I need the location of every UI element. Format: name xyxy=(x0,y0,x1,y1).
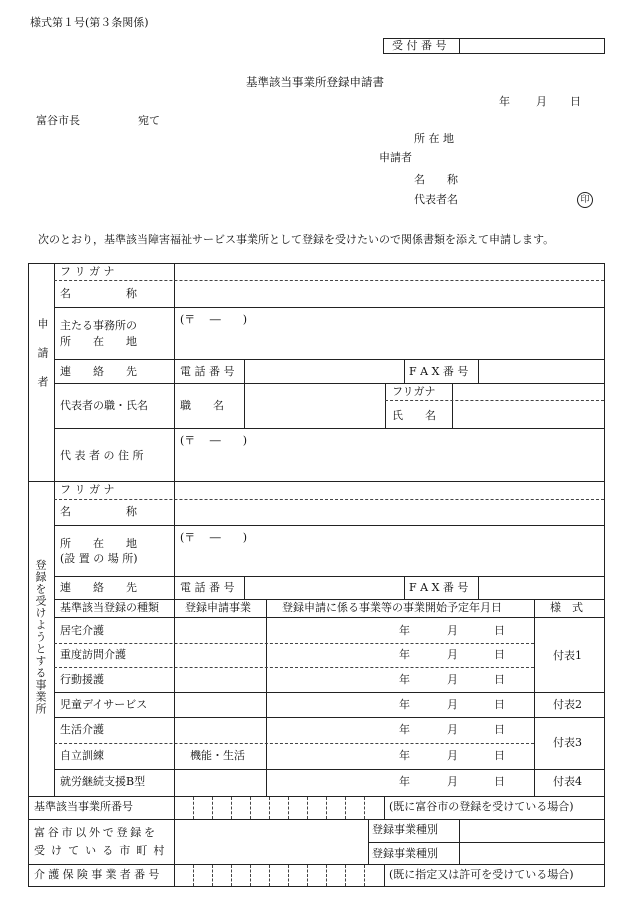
applicant-fax-field[interactable] xyxy=(482,364,600,380)
representative-postal-code[interactable]: (〒 ― ) xyxy=(180,434,248,447)
applicant-section-label: 申請者 xyxy=(36,318,49,405)
start-year: 年 xyxy=(399,775,410,788)
start-month: 月 xyxy=(447,673,458,686)
receipt-number-field[interactable] xyxy=(462,40,602,52)
attachment-form-3: 付表3 xyxy=(553,736,582,749)
start-year: 年 xyxy=(399,624,410,637)
start-year: 年 xyxy=(399,648,410,661)
office-postal-code[interactable]: (〒 ― ) xyxy=(180,313,248,326)
start-month: 月 xyxy=(447,749,458,762)
start-month: 月 xyxy=(447,648,458,661)
service-type-label: 自立訓練 xyxy=(60,749,104,762)
date-month: 月 xyxy=(536,95,547,108)
office-address-label-1: 主たる事務所の xyxy=(60,319,137,332)
representative-furigana-field[interactable] xyxy=(456,386,600,398)
facility-phone-label: 電 話 番 号 xyxy=(180,581,235,594)
col-header-start-date: 登録申請に係る事業等の事業開始予定年月日 xyxy=(282,601,502,614)
facility-phone-field[interactable] xyxy=(248,580,400,596)
facility-section-label: 登録を受けようとする事業所 xyxy=(34,559,47,715)
applicant-name-field[interactable] xyxy=(178,286,598,302)
representative-label: 代表者名 xyxy=(414,193,458,206)
other-municipality-label-1: 富谷市以外で登録を xyxy=(34,826,158,839)
office-number-note: (既に富谷市の登録を受けている場合) xyxy=(389,800,574,813)
col-header-form: 様 式 xyxy=(550,601,583,614)
service-type-label: 児童デイサービス xyxy=(60,698,148,711)
form-number: 様式第１号(第３条関係) xyxy=(30,16,149,29)
job-title-label: 職 名 xyxy=(180,399,224,412)
start-year: 年 xyxy=(399,749,410,762)
statement: 次のとおり，基準該当障害福祉サービス事業所として登録を受けたいので関係書類を添えて申請します。 xyxy=(38,233,555,246)
applicant-name-row-label: 名 称 xyxy=(60,287,137,300)
start-day: 日 xyxy=(494,698,505,711)
start-year: 年 xyxy=(399,673,410,686)
applicant-label: 申請者 xyxy=(379,151,412,164)
attachment-form-4: 付表4 xyxy=(553,775,582,788)
other-municipality-field[interactable] xyxy=(178,822,364,862)
applicant-furigana-field[interactable] xyxy=(178,266,598,278)
facility-postal-code[interactable]: (〒 ― ) xyxy=(180,531,248,544)
start-year: 年 xyxy=(399,723,410,736)
representative-title-name-label: 代表者の職・氏名 xyxy=(60,399,148,412)
facility-fax-field[interactable] xyxy=(482,580,600,596)
facility-address-label-1: 所 在 地 xyxy=(60,537,137,550)
registration-type-field-1[interactable] xyxy=(462,822,600,840)
registration-type-label-2: 登録事業種別 xyxy=(372,847,438,860)
col-header-service: 登録申請事業 xyxy=(185,601,251,614)
registration-type-field-2[interactable] xyxy=(462,845,600,862)
seal-mark-icon: 印 xyxy=(577,192,593,208)
addressee: 富谷市長 xyxy=(36,114,80,127)
service-detail: 機能・生活 xyxy=(190,749,245,762)
care-insurance-number-note: (既に指定又は許可を受けている場合) xyxy=(389,868,574,881)
receipt-number-label: 受 付 番 号 xyxy=(392,39,447,52)
attachment-form-1: 付表1 xyxy=(553,649,582,662)
facility-name-field[interactable] xyxy=(178,504,598,520)
attachment-form-2: 付表2 xyxy=(553,698,582,711)
form-title: 基準該当事業所登録申請書 xyxy=(246,75,384,89)
start-day: 日 xyxy=(494,775,505,788)
facility-name-label: 名 称 xyxy=(60,505,137,518)
facility-address-label-2: (設 置 の 場 所) xyxy=(60,552,138,565)
start-day: 日 xyxy=(494,648,505,661)
representative-address-label: 代 表 者 の 住 所 xyxy=(60,449,144,462)
start-day: 日 xyxy=(494,723,505,736)
care-insurance-number-label: 介護保険事業者番号 xyxy=(34,868,163,881)
office-number-label: 基準該当事業所番号 xyxy=(34,800,133,813)
office-address-label-2: 所 在 地 xyxy=(60,335,137,348)
addressee-suffix: 宛て xyxy=(138,114,160,127)
service-type-label: 行動援護 xyxy=(60,673,104,686)
start-month: 月 xyxy=(447,723,458,736)
applicant-phone-label: 電 話 番 号 xyxy=(180,365,235,378)
service-type-label: 重度訪問介護 xyxy=(60,648,126,661)
facility-fax-label: F A X 番 号 xyxy=(409,581,469,594)
applicant-address-label: 所 在 地 xyxy=(414,132,454,145)
facility-furigana-label: フ リ ガ ナ xyxy=(60,483,115,496)
representative-name-field[interactable] xyxy=(456,406,600,424)
applicant-contact-label: 連 絡 先 xyxy=(60,365,137,378)
start-month: 月 xyxy=(447,775,458,788)
job-title-field[interactable] xyxy=(248,392,380,422)
start-day: 日 xyxy=(494,624,505,637)
service-type-label: 生活介護 xyxy=(60,723,104,736)
other-municipality-label-2: 受けている市町村 xyxy=(34,844,171,857)
registration-type-label-1: 登録事業種別 xyxy=(372,823,438,836)
applicant-furigana-label: フ リ ガ ナ xyxy=(60,265,115,278)
applicant-phone-field[interactable] xyxy=(248,364,400,380)
date-day: 日 xyxy=(570,95,581,108)
date-year: 年 xyxy=(499,95,510,108)
representative-name-label: 氏 名 xyxy=(392,409,436,422)
service-type-label: 就労継続支援B型 xyxy=(60,775,146,788)
service-type-label: 居宅介護 xyxy=(60,624,104,637)
col-header-type: 基準該当登録の種類 xyxy=(60,601,159,614)
facility-contact-label: 連 絡 先 xyxy=(60,581,137,594)
start-day: 日 xyxy=(494,749,505,762)
representative-furigana-label: フリガナ xyxy=(392,385,436,398)
facility-furigana-field[interactable] xyxy=(178,484,598,496)
start-day: 日 xyxy=(494,673,505,686)
start-year: 年 xyxy=(399,698,410,711)
applicant-name-label: 名 称 xyxy=(414,173,458,186)
start-month: 月 xyxy=(447,698,458,711)
start-month: 月 xyxy=(447,624,458,637)
applicant-fax-label: F A X 番 号 xyxy=(409,365,469,378)
